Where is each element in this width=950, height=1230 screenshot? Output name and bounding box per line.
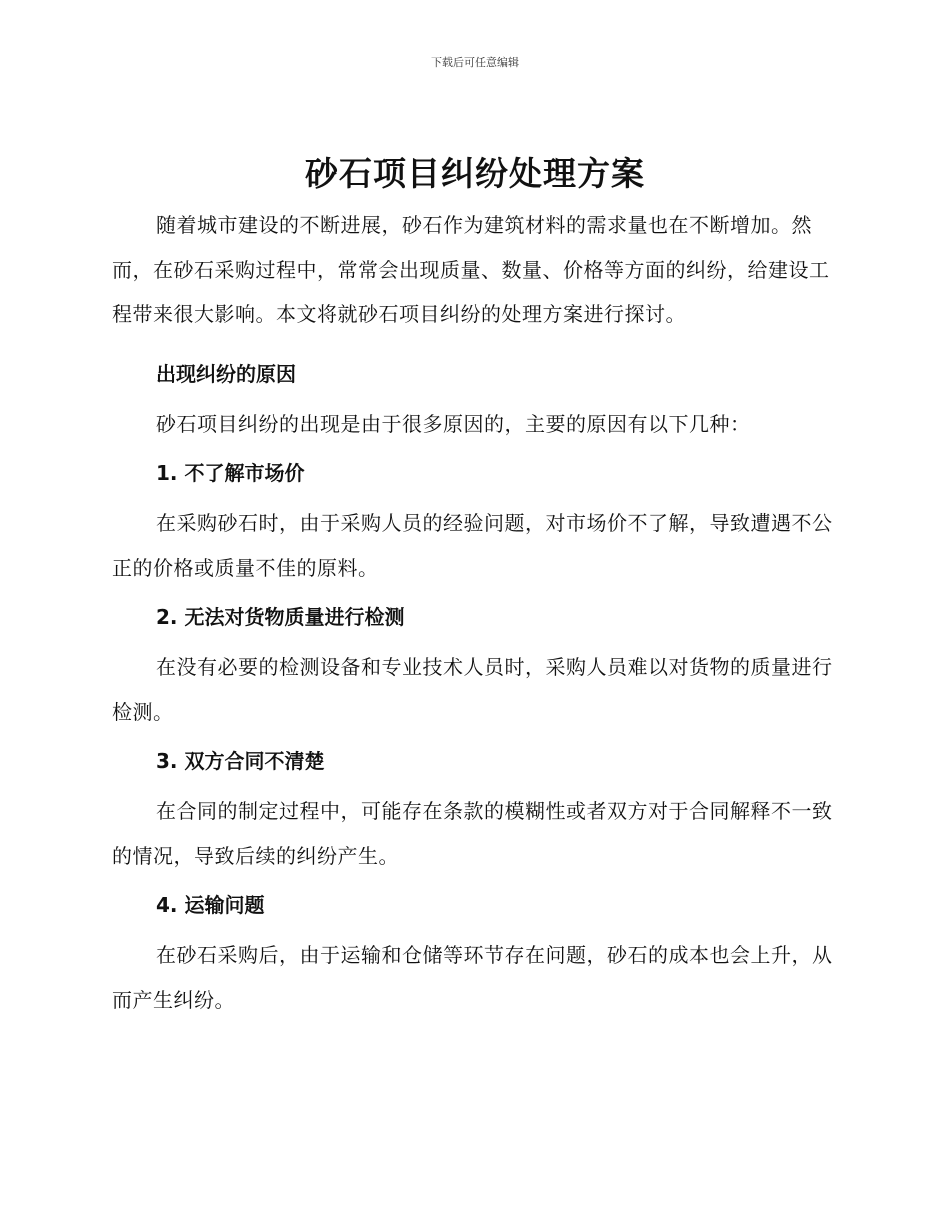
intro-paragraph: 随着城市建设的不断进展，砂石作为建筑材料的需求量也在不断增加。然而，在砂石采购过程中，常常会出现质量、数量、价格等方面的纠纷，给建设工程带来很大影响。本文将就砂石项目纠纷的处理方案进行探讨。 [112,213,830,326]
document-title: 砂石项目纠纷处理方案 [305,154,645,193]
reason-paragraph-3: 在合同的制定过程中，可能存在条款的模糊性或者双方对于合同解释不一致的情况，导致后续的纠纷产生。 [112,799,833,868]
reason-paragraph-2: 在没有必要的检测设备和专业技术人员时，采购人员难以对货物的质量进行检测。 [112,655,833,724]
section-lead-paragraph: 砂石项目纠纷的出现是由于很多原因的，主要的原因有以下几种： [156,411,751,436]
reason-heading-2: 2. 无法对货物质量进行检测 [156,605,405,629]
reason-paragraph-1: 在采购砂石时，由于采购人员的经验问题，对市场价不了解，导致遭遇不公正的价格或质量不佳的原料。 [112,511,833,580]
reason-heading-1: 1. 不了解市场价 [156,461,305,485]
document-body [112,203,838,1022]
reason-heading-3: 3. 双方合同不清楚 [156,749,325,773]
section-heading: 出现纠纷的原因 [156,361,296,386]
reason-heading-4: 4. 运输问题 [156,893,265,917]
page-header-note: 下载后可任意编辑 [431,56,519,69]
reason-paragraph-4: 在砂石采购后，由于运输和仓储等环节存在问题，砂石的成本也会上升，从而产生纠纷。 [112,943,833,1012]
